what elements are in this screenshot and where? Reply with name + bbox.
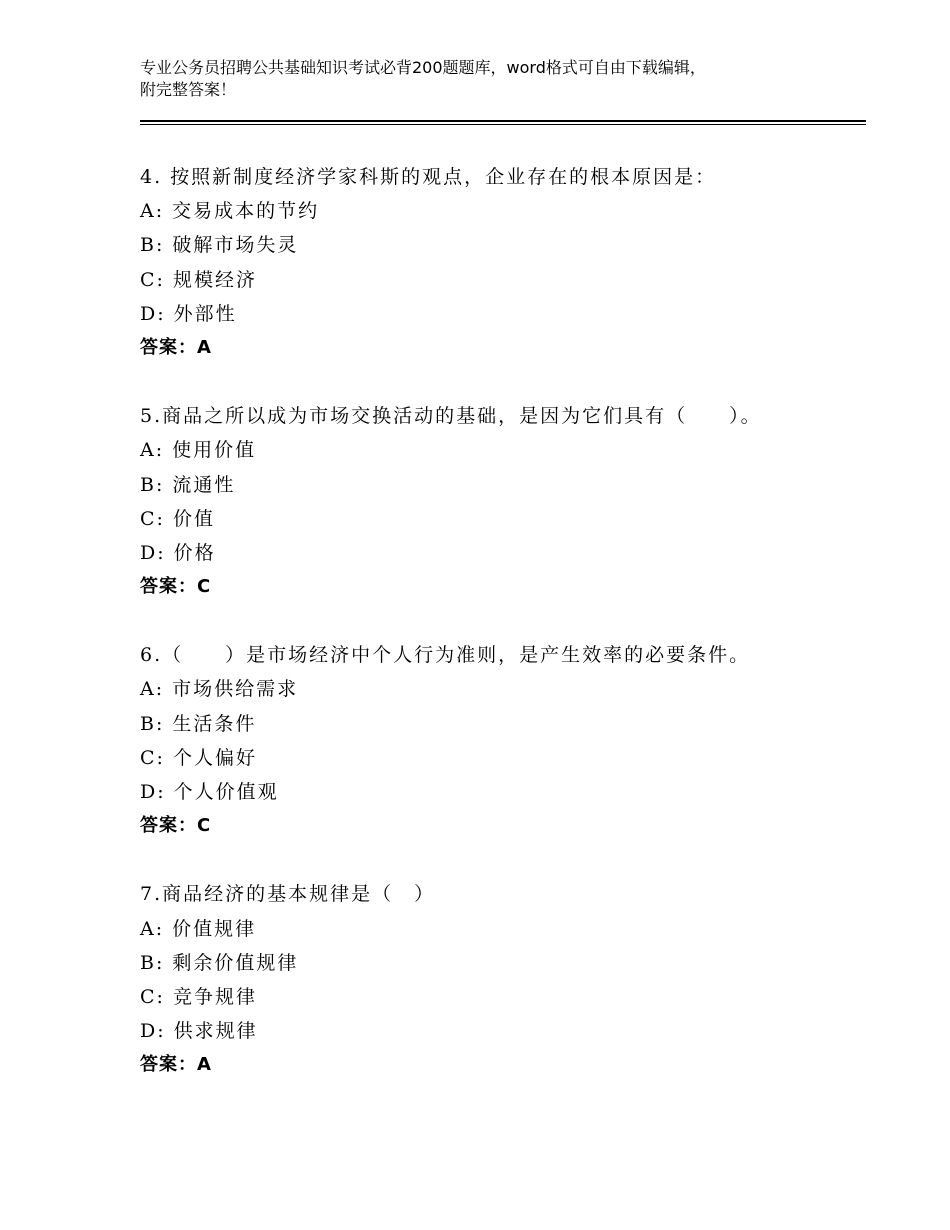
question-stem: 4. 按照新制度经济学家科斯的观点，企业存在的根本原因是： [140,166,717,188]
header-line-1: 专业公务员招聘公共基础知识考试必背200题题库，word格式可自由下载编辑， [140,58,706,77]
option-a: A: 市场供给需求 [140,678,299,701]
option-b: B: 破解市场失灵 [140,234,299,257]
option-c: C: 规模经济 [140,268,257,291]
option-c: C: 竞争规律 [140,985,257,1008]
header-line-2: 附完整答案！ [140,80,237,99]
question-list [140,160,860,1117]
option-a: A: 使用价值 [140,439,257,462]
question-stem: 5.商品之所以成为市场交换活动的基础，是因为它们具有（ ）。 [140,405,762,428]
option-a: A: 交易成本的节约 [140,200,320,223]
question-4 [140,160,860,365]
option-d: D: 供求规律 [140,1020,258,1043]
answer-label: 答案：A [140,336,212,358]
answer-label: 答案：C [140,576,212,598]
option-b: B: 生活条件 [140,712,257,735]
answer-label: 答案：C [140,815,212,837]
document-header [140,57,840,101]
option-c: C: 个人偏好 [140,746,257,769]
question-6 [140,638,860,843]
question-stem: 7.商品经济的基本规律是（ ） [140,883,436,906]
option-d: D: 外部性 [140,302,237,325]
option-b: B: 剩余价值规律 [140,951,299,974]
option-d: D: 个人价值观 [140,781,279,803]
question-7 [140,877,860,1082]
option-c: C: 价值 [140,507,215,530]
question-5 [140,399,860,604]
question-stem: 6.（ ）是市场经济中个人行为准则，是产生效率的必要条件。 [140,644,751,667]
answer-label: 答案：A [140,1054,212,1076]
option-a: A: 价值规律 [140,917,257,940]
option-d: D: 价格 [140,541,216,564]
option-b: B: 流通性 [140,473,236,496]
header-divider [140,120,866,125]
